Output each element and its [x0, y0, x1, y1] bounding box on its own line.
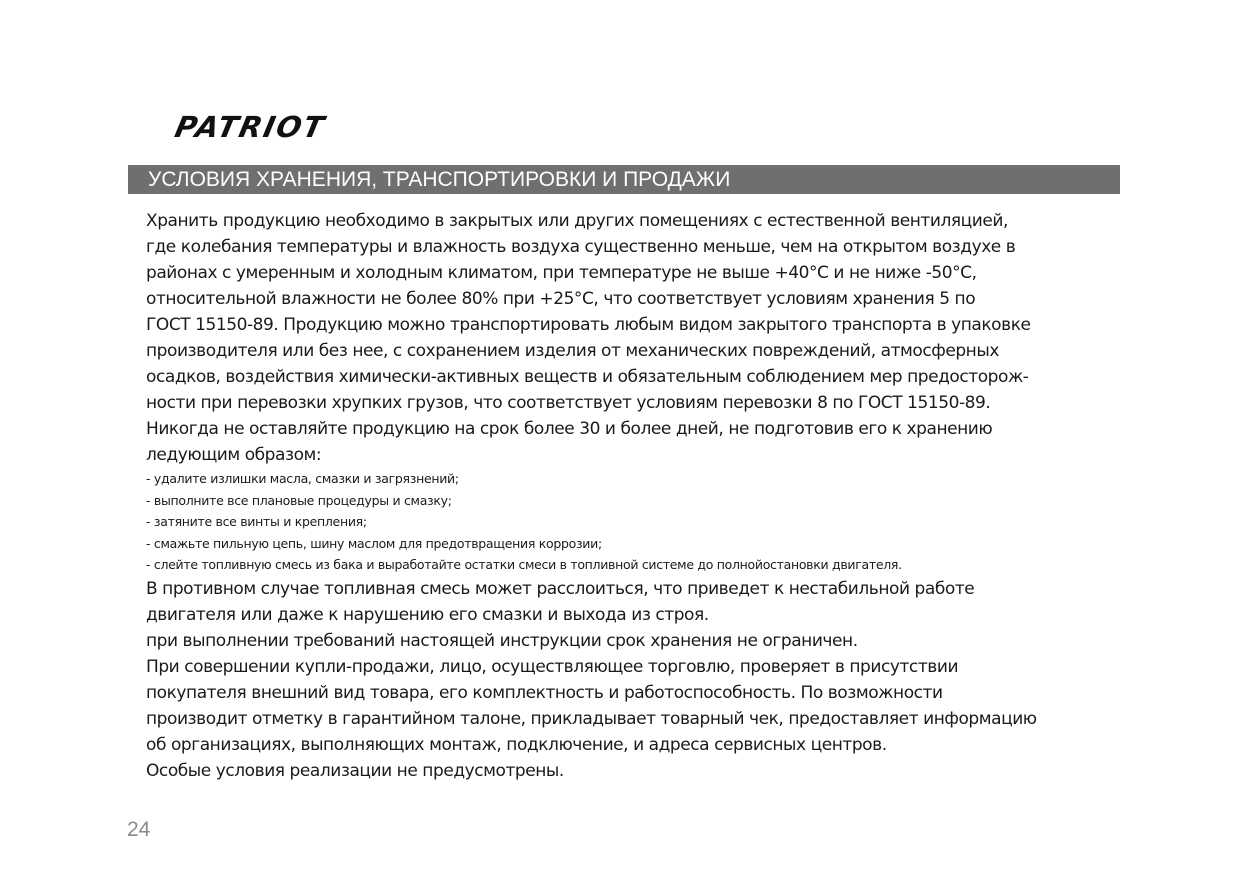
document-body [146, 208, 1136, 784]
bullet-item: - смажьте пильную цепь, шину маслом для предотвращения коррозии; [146, 535, 602, 551]
section-title: УСЛОВИЯ ХРАНЕНИЯ, ТРАНСПОРТИРОВКИ И ПРОДАЖИ [148, 168, 731, 191]
body-line: об организациях, выполняющих монтаж, подключение, и адреса сервисных центров. [146, 734, 887, 755]
body-line: ности при перевозки хрупких грузов, что соответствует условиям перевозки 8 по ГОСТ 15150-89. [146, 393, 991, 413]
body-line: Особые условия реализации не предусмотрены. [146, 760, 564, 781]
page-number: 24 [127, 818, 151, 841]
bullet-item: - удалите излишки масла, смазки и загрязнений; [146, 471, 459, 486]
body-line: районах с умеренным и холодным климатом, при температуре не выше +40°С и не ниже -50°С, [146, 263, 977, 283]
body-line: ГОСТ 15150-89. Продукцию можно транспортировать любым видом закрытого транспорта в упаковке [146, 315, 1031, 335]
body-line: производит отметку в гарантийном талоне, прикладывает товарный чек, предоставляет информацию [146, 708, 1037, 729]
body-line: двигателя или даже к нарушению его смазки и выхода из строя. [146, 604, 709, 625]
body-line: ледующим образом: [146, 445, 322, 465]
body-line: покупателя внешний вид товара, его комплектность и работоспособность. По возможности [146, 682, 943, 703]
bullet-item: - слейте топливную смесь из бака и выработайте остатки смеси в топливной системе до полнойостановки двигателя. [146, 557, 902, 572]
body-line: В противном случае топливная смесь может расслоиться, что приведет к нестабильной работе [146, 578, 975, 599]
body-line: относительной влажности не более 80% при +25°С, что соответствует условиям хранения 5 по [146, 289, 976, 309]
body-line: При совершении купли-продажи, лицо, осуществляющее торговлю, проверяет в присутствии [146, 656, 959, 677]
section-header-bar [128, 165, 1120, 194]
body-line: осадков, воздействия химически-активных веществ и обязательным соблюдением мер предосторож- [146, 367, 1029, 387]
body-line: Хранить продукцию необходимо в закрытых или других помещениях с естественной вентиляцией, [146, 211, 1008, 231]
bullet-item: - выполните все плановые процедуры и смазку; [146, 492, 452, 508]
body-line: при выполнении требований настоящей инструкции срок хранения не ограничен. [146, 630, 858, 651]
bullet-item: - затяните все винты и крепления; [146, 514, 367, 529]
body-line: производителя или без нее, с сохранением изделия от механических повреждений, атмосферных [146, 341, 999, 361]
patriot-logo: PATRIOT [172, 110, 329, 144]
body-line: Никогда не оставляйте продукцию на срок более 30 и более дней, не подготовив его к хранению [146, 419, 993, 439]
body-line: где колебания температуры и влажность воздуха существенно меньше, чем на открытом воздухе в [146, 237, 1016, 257]
